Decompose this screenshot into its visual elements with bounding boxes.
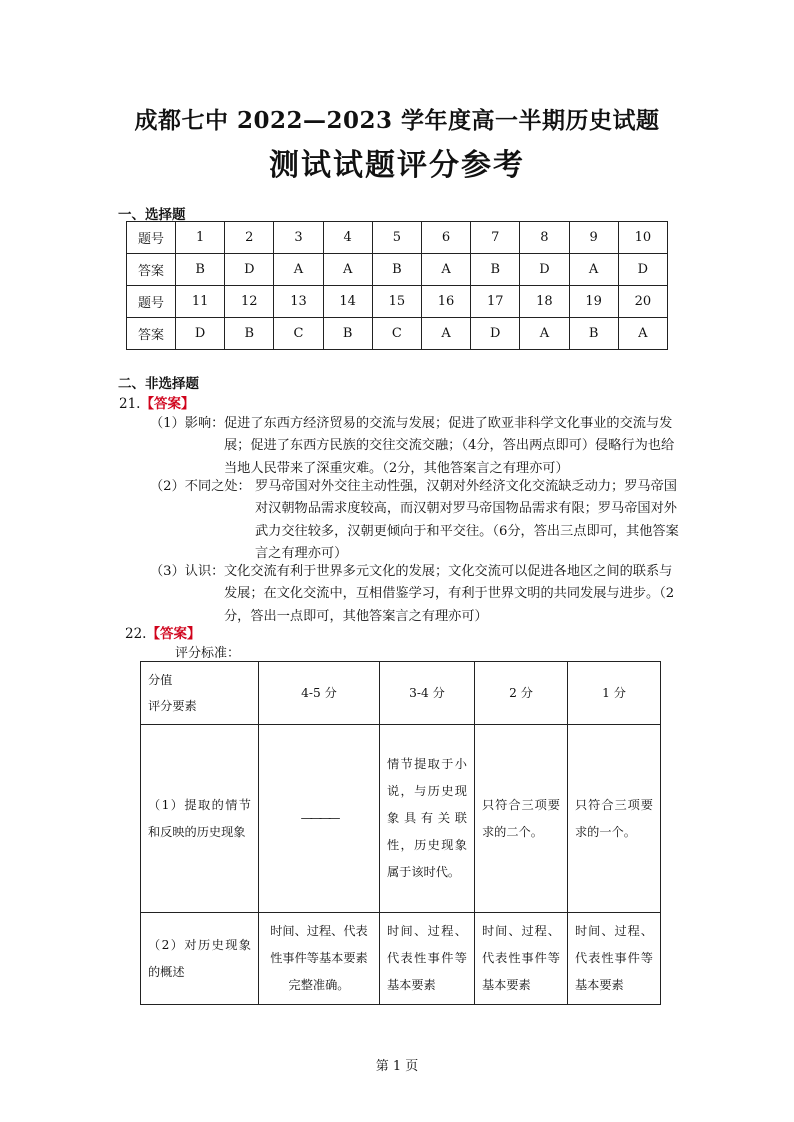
part-text: 罗马帝国对外交往主动性强，汉朝对外经济文化交流缺乏动力；罗马帝国对汉朝物品需求度较高，而汉朝对罗马帝国物品需求有限；罗马帝国对外武力交往较多，汉朝更倾向于和平交往。（6分，答出三点即可，其他答案言之有理亦可） [255,479,679,561]
q21-part-1 [150,413,680,483]
document-title: 成都七中 2022—2023 学年度高一半期历史试题 [134,107,660,134]
table-cell: D [471,318,520,350]
table-cell: 17 [471,286,520,318]
q21-part-2 [150,476,680,568]
part-label: （2）不同之处： [150,479,251,494]
question-22-heading [125,622,200,642]
question-number: 21. [119,396,141,412]
table-cell: A [421,254,470,286]
table-cell: B [176,254,225,286]
part-label: （3）认识： [150,564,225,579]
page-footer: 第 1 页 [375,1059,419,1074]
table-cell: D [520,254,569,286]
part-text: 文化交流有利于世界多元文化的发展；文化交流可以促进各地区之间的联系与发展；在文化交流中，互相借鉴学习，有利于世界文明的共同发展与进步。（2分，答出一点即可，其他答案言之有理亦可） [224,564,675,624]
score-header: 1 分 [568,662,661,725]
table-cell: C [274,318,323,350]
rubric-element-cell: （1）提取的情节和反映的历史现象 [141,725,259,913]
rubric-cell-dash [259,725,380,913]
table-cell: 2 [225,222,274,254]
rubric-header-row [141,662,661,725]
table-cell: D [225,254,274,286]
table-cell: 16 [421,286,470,318]
table-cell: 9 [569,222,618,254]
rubric-corner-cell [141,662,259,725]
document-subtitle: 测试试题评分参考 [269,148,525,183]
table-cell: 19 [569,286,618,318]
table-cell: B [323,318,372,350]
table-cell: D [618,254,667,286]
table-cell: A [274,254,323,286]
rubric-element-cell: （2）对历史现象的概述 [141,913,259,1005]
rubric-row-2 [141,913,661,1005]
rubric-cell: 只符合三项要求的二个。 [475,725,568,913]
answer-row [127,318,668,350]
table-cell: 13 [274,286,323,318]
rubric-cell: 时间、过程、代表性事件等基本要素完整准确。 [259,913,380,1005]
answer-row [127,254,668,286]
table-cell: 18 [520,286,569,318]
section-heading-nonchoice: 二、非选择题 [118,376,199,392]
table-cell: 14 [323,286,372,318]
rubric-table [140,661,661,1005]
rubric-row-1 [141,725,661,913]
table-cell: A [569,254,618,286]
dash-placeholder: ———— [300,811,338,825]
part-text: 促进了东西方经济贸易的交流与发展；促进了欧亚非科学文化事业的交流与发展；促进了东西方民族的交往交流交融；（4分，答出两点即可）侵略行为也给当地人民带来了深重灾难。（2分，其他答案言之有理亦可） [224,416,675,476]
table-cell: A [323,254,372,286]
score-header: 4-5 分 [259,662,380,725]
part-label: （1）影响： [150,416,225,431]
table-cell: 12 [225,286,274,318]
corner-bottom-label: 评分要素 [148,699,197,713]
table-cell: A [421,318,470,350]
table-cell: 8 [520,222,569,254]
table-cell: B [569,318,618,350]
section-heading-choice: 一、选择题 [118,207,186,223]
table-cell: 1 [176,222,225,254]
rubric-cell: 时间、过程、代表性事件等基本要素 [568,913,661,1005]
rubric-cell: 时间、过程、代表性事件等基本要素 [475,913,568,1005]
row-header-cell: 答案 [127,254,176,286]
table-cell: A [520,318,569,350]
corner-top-label: 分值 [148,673,173,687]
table-cell: B [471,254,520,286]
answer-key-table [126,221,668,350]
answer-tag: 【答案】 [146,626,201,642]
question-number-row [127,286,668,318]
answer-tag: 【答案】 [140,396,195,412]
score-header: 3-4 分 [380,662,475,725]
table-cell: C [372,318,421,350]
table-cell: B [225,318,274,350]
table-cell: A [618,318,667,350]
table-cell: 6 [421,222,470,254]
table-cell: 4 [323,222,372,254]
row-header-cell: 题号 [127,286,176,318]
table-cell: 20 [618,286,667,318]
table-cell: 11 [176,286,225,318]
q21-part-3 [150,561,680,631]
row-header-cell: 题号 [127,222,176,254]
row-header-cell: 答案 [127,318,176,350]
table-cell: 15 [372,286,421,318]
rubric-cell: 情节提取于小说，与历史现象具有关联性，历史现象属于该时代。 [380,725,475,913]
table-cell: 3 [274,222,323,254]
table-cell: D [176,318,225,350]
table-cell: 5 [372,222,421,254]
table-cell: 10 [618,222,667,254]
question-number: 22. [125,626,147,642]
question-number-row [127,222,668,254]
rubric-cell: 时间、过程、代表性事件等基本要素 [380,913,475,1005]
table-cell: B [372,254,421,286]
rubric-cell: 只符合三项要求的一个。 [568,725,661,913]
question-21-heading [119,392,194,412]
score-header: 2 分 [475,662,568,725]
table-cell: 7 [471,222,520,254]
criteria-label: 评分标准： [175,646,241,661]
